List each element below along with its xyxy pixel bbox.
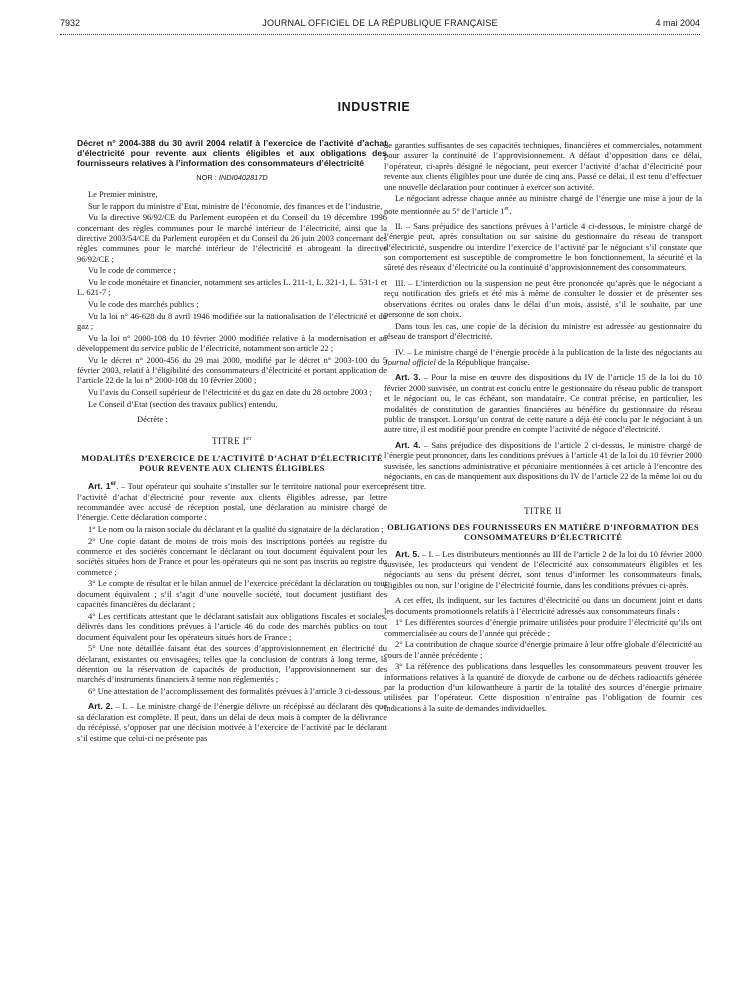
article-5: Art. 5. – I. – Les distributeurs mentionnés au III de l’article 2 de la loi du 10 février 2000 susvisée, les producteurs qui vendent de l’électricité aux consommateurs éligibles et les négociants au sens du présent décret, sont tenus d’informer les consommateurs finals, éligibles ou non, sur l’origine de l’électricité fournie, dans les conditions prévues ci-après. [384,548,703,590]
visa-paragraph: Vu la loi n° 2000-108 du 10 février 2000 modifiée relative à la modernisation et au développement du service public de l’électricité, notamment son article 22 ; [77,332,387,354]
article-5-label: Art. 5. [395,548,420,559]
visa-paragraph: Vu le code monétaire et financier, notamment ses articles L. 211-1, L. 321-1, L. 531-1 et L. 621-7 ; [77,277,387,298]
visa-paragraph: Vu la loi n° 46-628 du 8 avril 1946 modifiée sur la nationalisation de l’électricité et du gaz ; [77,310,387,332]
page-number: 7932 [60,18,81,28]
decree-title: Décret n° 2004-388 du 30 avril 2004 relatif à l’exercice de l’activité d’achat d’électricité pour revente aux clients éligibles et aux obligations des fournisseurs relatives à l’information des consommateurs d’électricité [77,138,387,169]
visa-paragraph: Sur le rapport du ministre d’Etat, ministre de l’économie, des finances et de l’industrie, [88,200,383,211]
article-5-item: 3° La référence des publications dans lesquelles les consommateurs peuvent trouver les informations relatives à la quantité de dioxyde de carbone ou de déchets radioactifs générée par la production d’un kilowattheure à partir de la totalité des sources d’énergie primaire utilisées par l’opérateur. Cette disposition n’entraîne pas l’obligation de fournir ces indications à la suite de demandes individuelles. [384,661,702,713]
visa-paragraph: Le Premier ministre, [88,189,158,200]
journal-title: JOURNAL OFFICIEL DE LA RÉPUBLIQUE FRANÇAISE [262,18,498,28]
visa-paragraph: Vu l’avis du Conseil supérieur de l’électricité et du gaz en date du 28 octobre 2003 ; [88,387,372,398]
page-header [60,18,700,32]
article-2-label: Art. 2. [88,701,113,712]
article-5-item: 2° La contribution de chaque source d’énergie primaire à leur offre globale d’électricité au cours de l’année précédente ; [384,639,702,660]
article-4-label: Art. 4. [395,439,421,450]
visa-paragraph: Vu la directive 96/92/CE du Parlement européen et du Conseil du 19 décembre 1996 concernant des règles communes pour le marché intérieur de l’électricité, ainsi que la directive 2003/54/CE du Parlement européen et du Conseil du 26 juin 2003 concernant des règles communes pour le marché intérieur de l’électricité et abrogeant la directive 96/92/CE ; [77,212,387,264]
nor-label: NOR : [196,172,217,182]
article-3: Art. 3. – Pour la mise en œuvre des dispositions du IV de l’article 15 de la loi du 10 février 2000 susvisée, un contrat est conclu entre le gestionnaire du réseau public de transport et le négociant ou, le cas échéant, son mandataire. Ce contrat précise, en particulier, les modalités de constitution de garanties financières au bénéfice du gestionnaire du réseau public de transport. Lorsqu’un contrat de cette nature a déjà été conclu par le négociant à un autre titre, il est modifié pour prendre en compte l’activité de négoce d’électricité. [384,372,702,435]
article-1-item: 2° Une copie datant de moins de trois mois des inscriptions portées au registre du commerce et des sociétés concernant le déclarant ou tout document équivalent pour les sociétés situées hors de France et pour les opérateurs qui ne sont pas inscrits au registre du commerce ; [77,535,387,577]
article-4: Art. 4. – Sans préjudice des dispositions de l’article 2 ci-dessus, le ministre chargé de l’énergie peut prononcer, dans les conditions prévues à l’article 41 de la loi du 10 février 2000 susvisée, les sanctions administrative et pécuniaire mentionnées à cet article à l’encontre des négociants, en cas de manquement aux dispositions du IV de l’article 22 de la même loi ou du présent titre. [384,439,702,492]
article-2-section-ii: II. – Sans préjudice des sanctions prévues à l’article 4 ci-dessous, le ministre chargé de l’énergie peut, après consultation ou sur saisine du gestionnaire du réseau de transport d’électricité, suspendre ou interdire l’exercice de l’activité par le négociant s’il constate que son comportement est susceptible de compromettre le bon fonctionnement, la sécurité et la sûreté des réseaux d’électricité ou la continuité d’approvisionnement des consommateurs. [384,220,702,273]
article-5-para: A cet effet, ils indiquent, sur les factures d’électricité ou dans un document joint et dans les documents promotionnels relatifs à l’électricité adressés aux consommateurs finals : [384,595,702,616]
article-2-copy-note: Dans tous les cas, une copie de la décision du ministre est adressée au gestionnaire du réseau de transport d’électricité. [384,320,702,342]
visa-paragraph: Le Conseil d’Etat (section des travaux publics) entendu, [88,398,278,409]
right-column [384,140,702,714]
publication-date: 4 mai 2004 [655,18,700,28]
titre-2-heading: OBLIGATIONS DES FOURNISSEURS EN MATIÈRE D’INFORMATION DES CONSOMMATEURS D’ÉLECTRICITÉ [387,522,699,543]
visa-paragraph: Vu le décret n° 2000-456 du 29 mai 2000, modifié par le décret n° 2003-100 du 5 février 2003, relatif à l’éligibilité des consommateurs d’électricité et portant application de l’article 22 de la loi n° 2000-108 du 10 février 2000 ; [77,354,387,386]
article-1: Art. 1er. – Tout opérateur qui souhaite s’installer sur le territoire national pour exercer l’activité d’achat d’électricité pour revente aux clients éligibles adresse, par lettre recommandée avec accusé de réception postal, une déclaration au ministre chargé de l’énergie. Cette déclaration comporte : [77,481,387,523]
article-1-item: 6° Une attestation de l’accomplissement des formalités prévues à l’article 3 ci-dessous. [88,685,382,696]
article-1-item: 3° Le compte de résultat et le bilan annuel de l’exercice précédant la déclaration ou tout document équivalent ; s’il s’agit d’une nouvelle société, tout document justifiant des capacités financières du déclarant ; [77,578,387,610]
article-1-item: 1° Le nom ou la raison sociale du déclarant et la qualité du signataire de la déclaration ; [88,523,384,534]
article-1-item: 5° Une note détaillée faisant état des sources d’approvisionnement en électricité du déclarant, existantes ou envisagées, telles que la conclusion de contrats à long terme, la détention ou la réservation de capacités de production, l’approvisionnement sur des marchés d’instruments financiers à terme non réglementés ; [77,643,387,685]
article-1-label: Art. 1er [88,481,117,492]
nor-code: INDI0402817D [218,172,268,182]
header-rule [60,34,700,35]
article-3-label: Art. 3. [395,372,421,383]
left-column [77,138,387,744]
titre-1-heading: MODALITÉS D’EXERCICE DE L’ACTIVITÉ D’ACHAT D’ÉLECTRICITÉ POUR REVENTE AUX CLIENTS ÉLIGIBLES [81,452,383,474]
article-2-continued: de garanties suffisantes de ses capacités techniques, financières et commerciales, notamment pour assurer la continuité de l’approvisionnement. A défaut d’opposition dans ce délai, l’opérateur, ci-après désigné le négociant, peut exercer l’activité d’achat d’électricité pour revente aux clients éligibles pour une durée de cinq ans. Passé ce délai, il est tenu d’effectuer une nouvelle déclaration pour continuer à exercer son activité. [384,140,702,192]
visa-paragraph: Vu le code de commerce ; [88,265,176,276]
article-2-section-iii: III. – L’interdiction ou la suspension ne peut être prononcée qu’après que le négociant a reçu notification des griefs et été mis à même de consulter le dossier et de présenter ses observations écrites ou orales dans le délai d’un mois, assisté, s’il le souhaite, par une personne de son choix. [384,277,702,320]
article-2-section-iv: IV. – Le ministre chargé de l’énergie procède à la publication de la liste des négociants au Journal officiel de la République française. [384,346,702,367]
nor-reference [77,173,387,183]
section-title: INDUSTRIE [337,100,411,114]
titre-2-label: TITRE II [524,505,562,516]
visa-paragraph: Vu le code des marchés publics ; [88,299,199,310]
article-2-update-note: Le négociant adresse chaque année au ministre chargé de l’énergie une mise à jour de la note mentionnée au 5° de l’article 1er. [384,193,702,216]
titre-1-label: TITRE Ier [212,436,252,447]
article-2: Art. 2. – I. – Le ministre chargé de l’énergie délivre un récépissé au déclarant dès que sa déclaration est complète. Il peut, dans un délai de deux mois à compter de la délivrance du récépissé, s’opposer par une décision motivée à l’exercice de l’activité par le déclarant s’il estime que celui-ci ne présente pas [77,701,388,743]
article-5-item: 1° Les différentes sources d’énergie primaire utilisées pour produire l’électricité qu’ils ont commercialisée au cours de l’année qui précède ; [384,617,702,638]
decrete-line: Décrète : [137,414,168,425]
article-1-item: 4° Les certificats attestant que le déclarant satisfait aux obligations fiscales et sociales, délivrés dans les conditions prévues à l’article 46 du code des marchés publics ou tout document équivalent pour les opérateurs situés hors de France ; [77,610,387,642]
